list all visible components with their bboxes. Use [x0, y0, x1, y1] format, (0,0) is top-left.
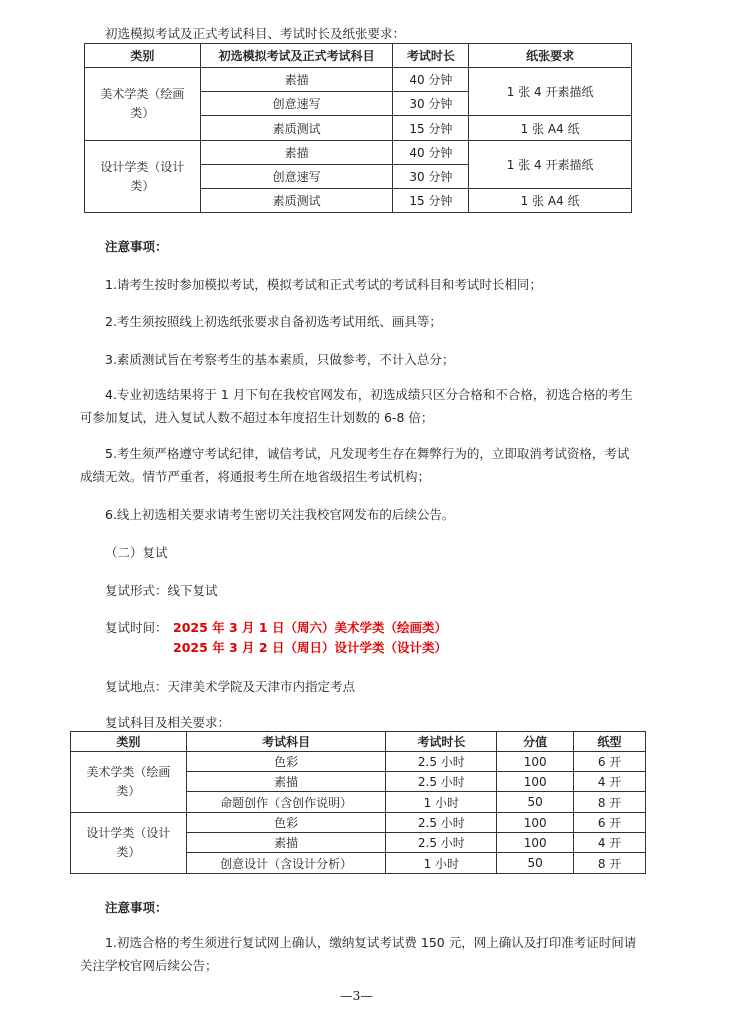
table1-header-duration: 考试时长 — [393, 44, 469, 68]
table1-duration-cell: 40 分钟 — [393, 141, 469, 165]
table2-subject-cell: 素描 — [186, 833, 386, 853]
table2-paper-cell: 6 开 — [574, 752, 646, 772]
note-item: 1.初选合格的考生须进行复试网上确认，缴纳复试考试费 150 元，网上确认及打印准考证时间请关注学校官网后续公告； — [80, 935, 637, 973]
table2-header-duration: 考试时长 — [386, 732, 497, 752]
table2-duration-cell: 2.5 小时 — [386, 813, 497, 833]
table2-caption: 复试科目及相关要求： — [105, 715, 231, 730]
retest-time-design: 2025 年 3 月 2 日（周日）设计学类（设计类） — [173, 640, 447, 655]
table2-paper-cell: 8 开 — [574, 853, 646, 874]
table1-subject-cell: 素质测试 — [200, 189, 393, 213]
table2-category-cell: 设计学类（设计类） — [71, 813, 187, 874]
table1-subject-cell: 素描 — [200, 68, 393, 92]
note-item: 5.考生须严格遵守考试纪律，诚信考试，凡发现考生存在舞弊行为的，立即取消考试资格，考试成绩无效。情节严重者，将通报考生所在地省级招生考试机构； — [80, 446, 630, 484]
note-item: 1.请考生按时参加模拟考试，模拟考试和正式考试的考试科目和考试时长相同； — [105, 277, 542, 292]
table2-duration-cell: 1 小时 — [386, 792, 497, 813]
table1-paper-cell: 1 张 4 开素描纸 — [469, 141, 632, 189]
table1-duration-cell: 15 分钟 — [393, 189, 469, 213]
table2-subject-cell: 色彩 — [186, 752, 386, 772]
note-item: 2.考生须按照线上初选纸张要求自备初选考试用纸、画具等； — [105, 314, 442, 329]
table2-duration-cell: 1 小时 — [386, 853, 497, 874]
note-item: 6.线上初选相关要求请考生密切关注我校官网发布的后续公告。 — [105, 507, 455, 522]
table2-score-cell: 100 — [497, 772, 574, 792]
table1-subject-cell: 素描 — [200, 141, 393, 165]
table1-subject-cell: 创意速写 — [200, 165, 393, 189]
notes2-title: 注意事项： — [105, 900, 168, 915]
note-item: 4.专业初选结果将于 1 月下旬在我校官网发布，初选成绩只区分合格和不合格，初选合格的考生可参加复试，进入复试人数不超过本年度招生计划数的 6-8 倍； — [80, 387, 633, 425]
table2-category-cell: 美术学类（绘画类） — [71, 752, 187, 813]
table2-score-cell: 50 — [497, 853, 574, 874]
table2-paper-cell: 4 开 — [574, 772, 646, 792]
table2-score-cell: 100 — [497, 833, 574, 853]
table2-score-cell: 100 — [497, 752, 574, 772]
section-title: （二）复试 — [105, 545, 168, 560]
table1-paper-cell: 1 张 4 开素描纸 — [469, 68, 632, 116]
table2-header-category: 类别 — [71, 732, 187, 752]
retest-time-painting: 2025 年 3 月 1 日（周六）美术学类（绘画类） — [173, 620, 447, 635]
table2-score-cell: 100 — [497, 813, 574, 833]
table2-score-cell: 50 — [497, 792, 574, 813]
table1-subject-cell: 创意速写 — [200, 92, 393, 116]
table2-header-paper: 纸型 — [574, 732, 646, 752]
intro-caption: 初选模拟考试及正式考试科目、考试时长及纸张要求： — [105, 26, 406, 41]
table1-duration-cell: 15 分钟 — [393, 116, 469, 141]
table1-header-subject: 初选模拟考试及正式考试科目 — [200, 44, 393, 68]
notes1-title: 注意事项： — [105, 239, 168, 254]
table1-header-paper: 纸张要求 — [469, 44, 632, 68]
table1-duration-cell: 30 分钟 — [393, 165, 469, 189]
table2-paper-cell: 8 开 — [574, 792, 646, 813]
retest-place: 复试地点：天津美术学院及天津市内指定考点 — [105, 679, 356, 694]
table2-header-score: 分值 — [497, 732, 574, 752]
table1-category-cell: 美术学类（绘画类） — [85, 68, 201, 141]
table1-subject-cell: 素质测试 — [200, 116, 393, 141]
table2-duration-cell: 2.5 小时 — [386, 833, 497, 853]
table2-subject-cell: 创意设计（含设计分析） — [186, 853, 386, 874]
table2-duration-cell: 2.5 小时 — [386, 752, 497, 772]
table1-header-category: 类别 — [85, 44, 201, 68]
page-number: —3— — [340, 988, 373, 1003]
table1-paper-cell: 1 张 A4 纸 — [469, 116, 632, 141]
table2-subject-cell: 命题创作（含创作说明） — [186, 792, 386, 813]
table2-header-subject: 考试科目 — [186, 732, 386, 752]
retest-time-label: 复试时间： — [105, 620, 168, 635]
table2-paper-cell: 4 开 — [574, 833, 646, 853]
table2-subject-cell: 色彩 — [186, 813, 386, 833]
table2-duration-cell: 2.5 小时 — [386, 772, 497, 792]
note-item: 3.素质测试旨在考察考生的基本素质，只做参考，不计入总分； — [105, 352, 455, 367]
table2-subject-cell: 素描 — [186, 772, 386, 792]
table1-duration-cell: 30 分钟 — [393, 92, 469, 116]
table2-paper-cell: 6 开 — [574, 813, 646, 833]
preliminary-exam-table — [84, 43, 632, 213]
retest-table — [70, 731, 646, 874]
table1-duration-cell: 40 分钟 — [393, 68, 469, 92]
table1-category-cell: 设计学类（设计类） — [85, 141, 201, 213]
table1-paper-cell: 1 张 A4 纸 — [469, 189, 632, 213]
retest-form: 复试形式：线下复试 — [105, 583, 218, 598]
